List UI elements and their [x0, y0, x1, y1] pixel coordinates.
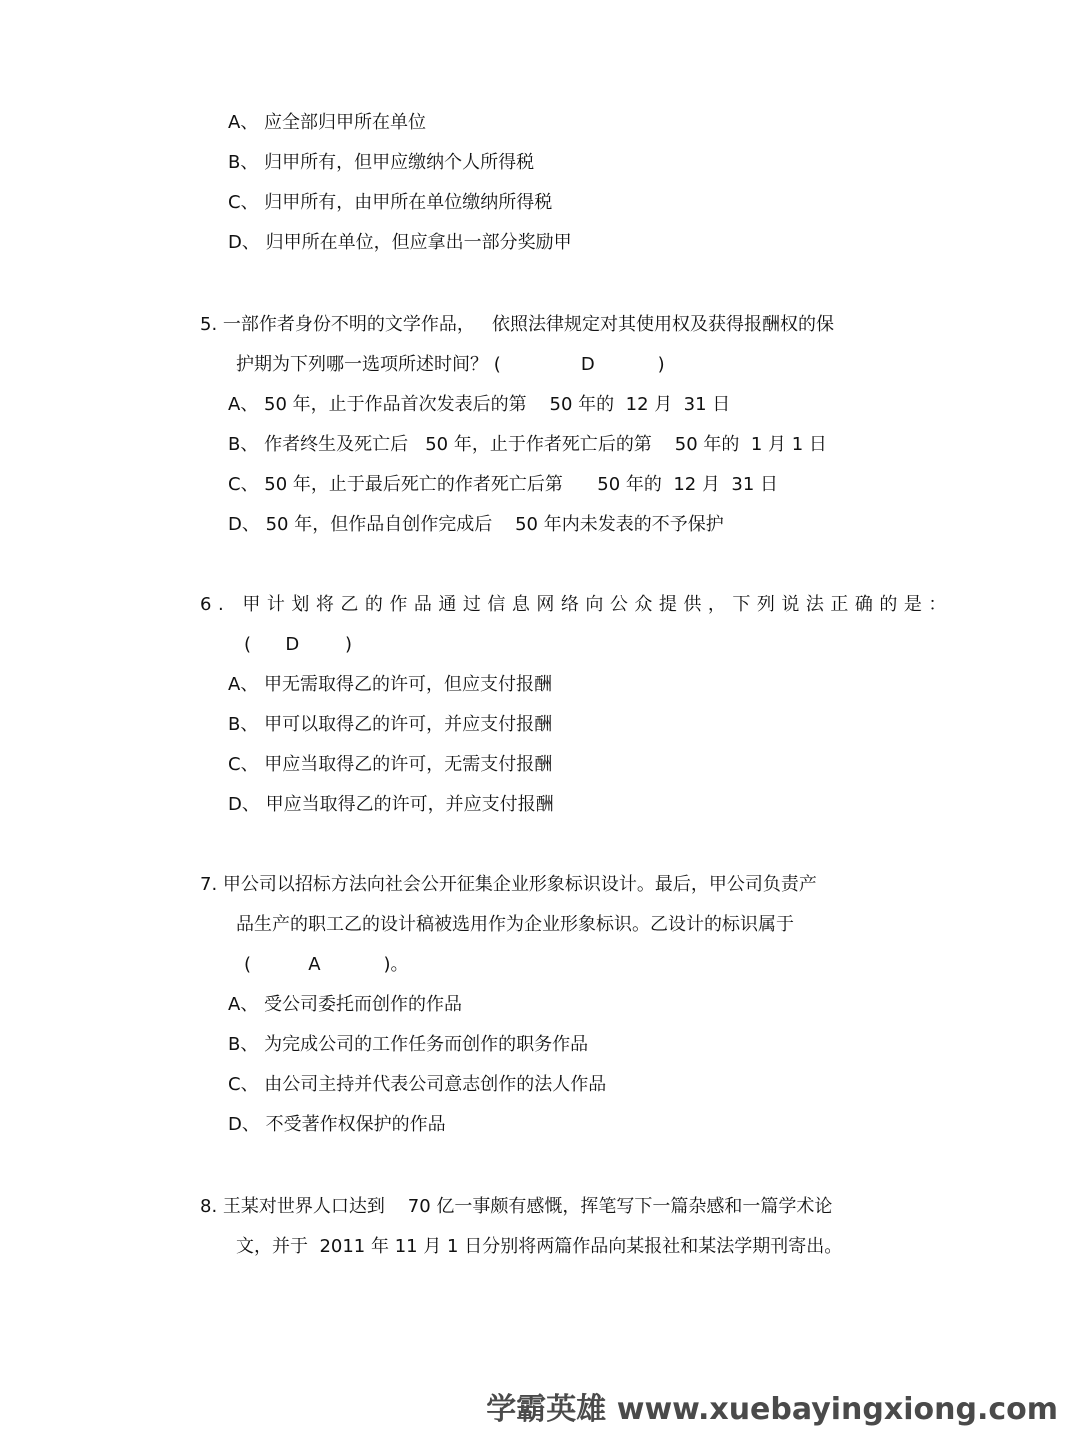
- q7-stem-line1: 7. 甲公司以招标方法向社会公开征集企业形象标识设计。最后，甲公司负责产: [200, 874, 817, 895]
- q5-option-a: A、 50 年，止于作品首次发表后的第 50 年的 12 月 31 日: [228, 394, 731, 415]
- q5-option-c: C、 50 年，止于最后死亡的作者死亡后第 50 年的 12 月 31 日: [228, 474, 779, 495]
- q7-option-c: C、 由公司主持并代表公司意志创作的法人作品: [228, 1074, 607, 1095]
- site-watermark: 学霸英雄 www.xuebayingxiong.com: [486, 1392, 1058, 1427]
- q8-stem-line2: 文，并于 2011 年 11 月 1 日分别将两篇作品向某报社和某法学期刊寄出。: [236, 1236, 843, 1257]
- q6-option-b: B、 甲可以取得乙的许可，并应支付报酬: [228, 714, 553, 735]
- q4-option-a: A、 应全部归甲所在单位: [228, 112, 427, 133]
- q5-option-d: D、 50 年，但作品自创作完成后 50 年内未发表的不予保护: [228, 514, 724, 535]
- q6-option-d: D、 甲应当取得乙的许可，并应支付报酬: [228, 794, 554, 815]
- q4-option-d: D、 归甲所在单位，但应拿出一部分奖励甲: [228, 232, 572, 253]
- q6-option-a: A、 甲无需取得乙的许可，但应支付报酬: [228, 674, 553, 695]
- q7-option-b: B、 为完成公司的工作任务而创作的职务作品: [228, 1034, 589, 1055]
- q5-stem-line1: 5. 一部作者身份不明的文学作品， 依照法律规定对其使用权及获得报酬权的保: [200, 314, 835, 335]
- q7-option-d: D、 不受著作权保护的作品: [228, 1114, 446, 1135]
- q5-option-b: B、 作者终生及死亡后 50 年，止于作者死亡后的第 50 年的 1 月 1 日: [228, 434, 827, 455]
- q7-answer: ( A )。: [244, 954, 409, 975]
- q6-option-c: C、 甲应当取得乙的许可，无需支付报酬: [228, 754, 553, 775]
- q6-stem-line1: 6. 甲计划将乙的作品通过信息网络向公众提供，下列说法正确的是：: [200, 594, 953, 615]
- q7-stem-line2: 品生产的职工乙的设计稿被选用作为企业形象标识。乙设计的标识属于: [236, 914, 794, 935]
- q4-option-b: B、 归甲所有，但甲应缴纳个人所得税: [228, 152, 535, 173]
- q7-option-a: A、 受公司委托而创作的作品: [228, 994, 463, 1015]
- q5-stem-line2: 护期为下列哪一选项所述时间？ ( D ): [236, 354, 665, 375]
- q4-option-c: C、 归甲所有，由甲所在单位缴纳所得税: [228, 192, 553, 213]
- q6-answer: ( D ): [244, 634, 353, 655]
- q8-stem-line1: 8. 王某对世界人口达到 70 亿一事颇有感慨，挥笔写下一篇杂感和一篇学术论: [200, 1196, 833, 1217]
